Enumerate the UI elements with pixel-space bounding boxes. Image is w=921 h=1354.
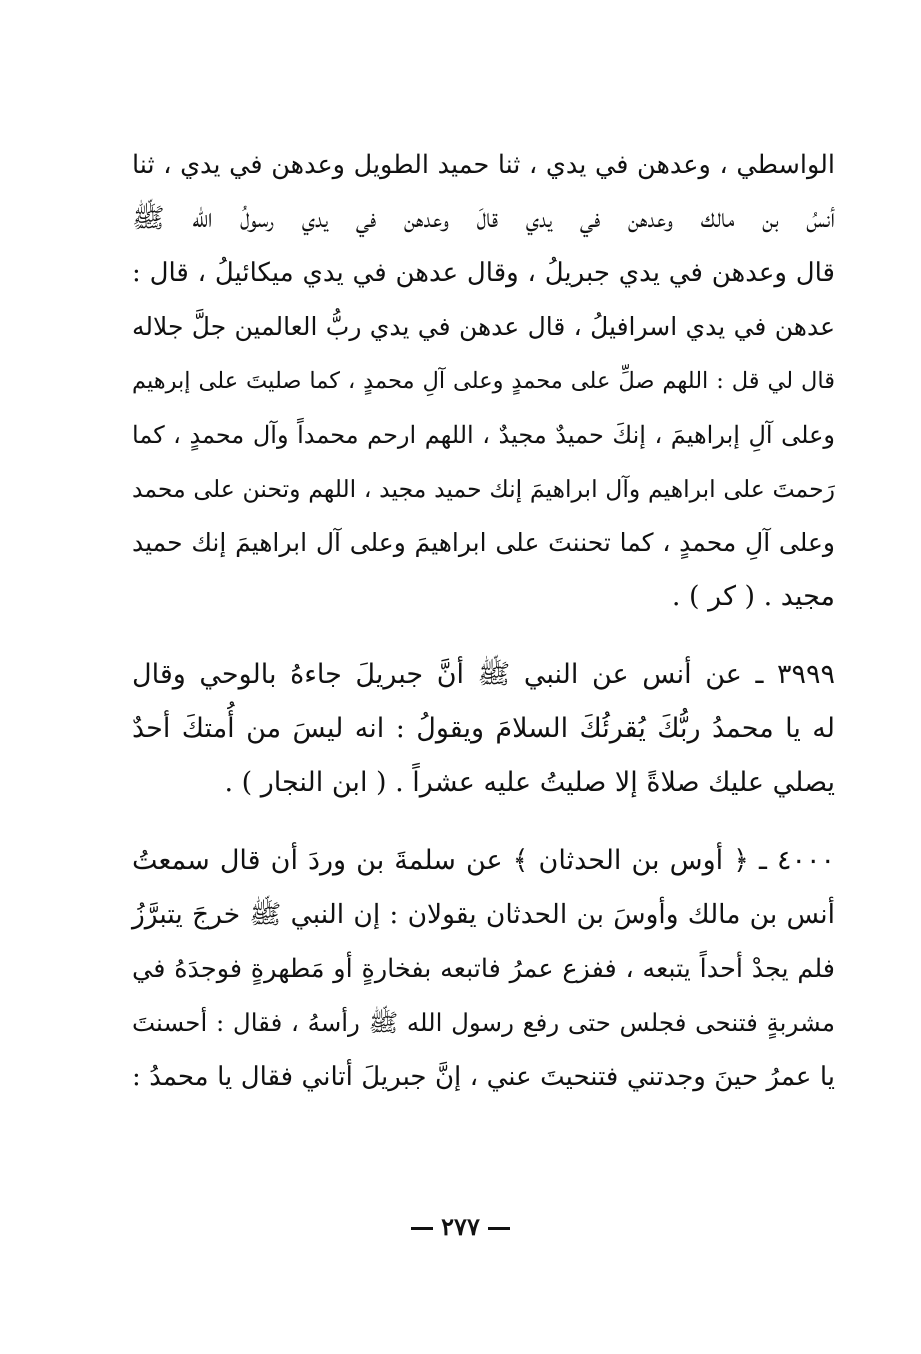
text-line: عدهن في يدي اسرافيلُ ، قال عدهن في يدي ربُّ العالمين جلَّ جلاله [132,312,835,341]
folio-dash [411,1227,433,1230]
folio-dash [488,1227,510,1230]
text-line: أنسُ بن مالك وعدهن في يدي قالَ وعدهن في يدي رسولُ الله ﷺ [132,203,835,234]
text-line: مجيد . ( كر ) . [671,581,835,612]
text-line: وعلى آلِ محمدٍ ، كما تحننتَ على ابراهيمَ وعلى آل ابراهيمَ إنك حميد [132,528,835,557]
page-text [132,138,835,1104]
text-line: فلم يجدْ أحداً يتبعه ، ففزع عمرُ فاتبعه بفخارةٍ أو مَطهرةٍ فوجدَهُ في [132,954,835,984]
text-line: مشربةٍ فتنحى فجلس حتى رفع رسول الله ﷺ رأسهُ ، فقال : أحسنتَ [132,1008,835,1037]
paragraph-continuation [132,138,835,624]
text-line: رَحمتَ على ابراهيم وآل ابراهيمَ إنك حميد مجيد ، اللهم وتحنن على محمد [132,475,835,503]
text-line: يا عمرُ حينَ وجدتني فتنحيتَ عني ، إنَّ جبريلَ أتاني فقال يا محمدُ : [132,1062,835,1092]
text-line: قال وعدهن في يدي جبريلُ ، وقال عدهن في يدي ميكائيلُ ، قال : [132,258,835,288]
paragraph-hadith-3999 [132,648,835,810]
text-line: قال لي قل : اللهم صلِّ على محمدٍ وعلى آلِ محمدٍ ، كما صليتَ على إبرهيم [132,368,835,394]
page-number [0,1212,921,1241]
text-line: وعلى آلِ إبراهيمَ ، إنكَ حميدٌ مجيدٌ ، اللهم ارحم محمداً وآل محمدٍ ، كما [132,421,835,449]
text-line: ٤٠٠٠ ـ ﴿ أوس بن الحدثان ﴾ عن سلمةَ بن وردَ أن قال سمعتُ [132,845,835,876]
page-number-text: ٢٧٧ [441,1212,480,1241]
text-line: أنس بن مالك وأوسَ بن الحدثان يقولان : إن النبي ﷺ خرجَ يتبرَّزُ [132,899,835,930]
paragraph-hadith-4000 [132,834,835,1104]
text-line: الواسطي ، وعدهن في يدي ، ثنا حميد الطويل وعدهن في يدي ، ثنا [132,150,835,180]
text-line: يصلي عليك صلاةً إلا صليتُ عليه عشراً . ( ابن النجار ) . [224,767,835,798]
text-line: ٣٩٩٩ ـ عن أنس عن النبي ﷺ أنَّ جبريلَ جاءهُ بالوحي وقال [132,659,835,690]
text-line: له يا محمدُ ربُّكَ يُقرئُكَ السلامَ ويقولُ : انه ليسَ من أُمتكَ أحدٌ [132,713,835,744]
paragraph-gap [132,810,835,834]
paragraph-gap [132,624,835,648]
